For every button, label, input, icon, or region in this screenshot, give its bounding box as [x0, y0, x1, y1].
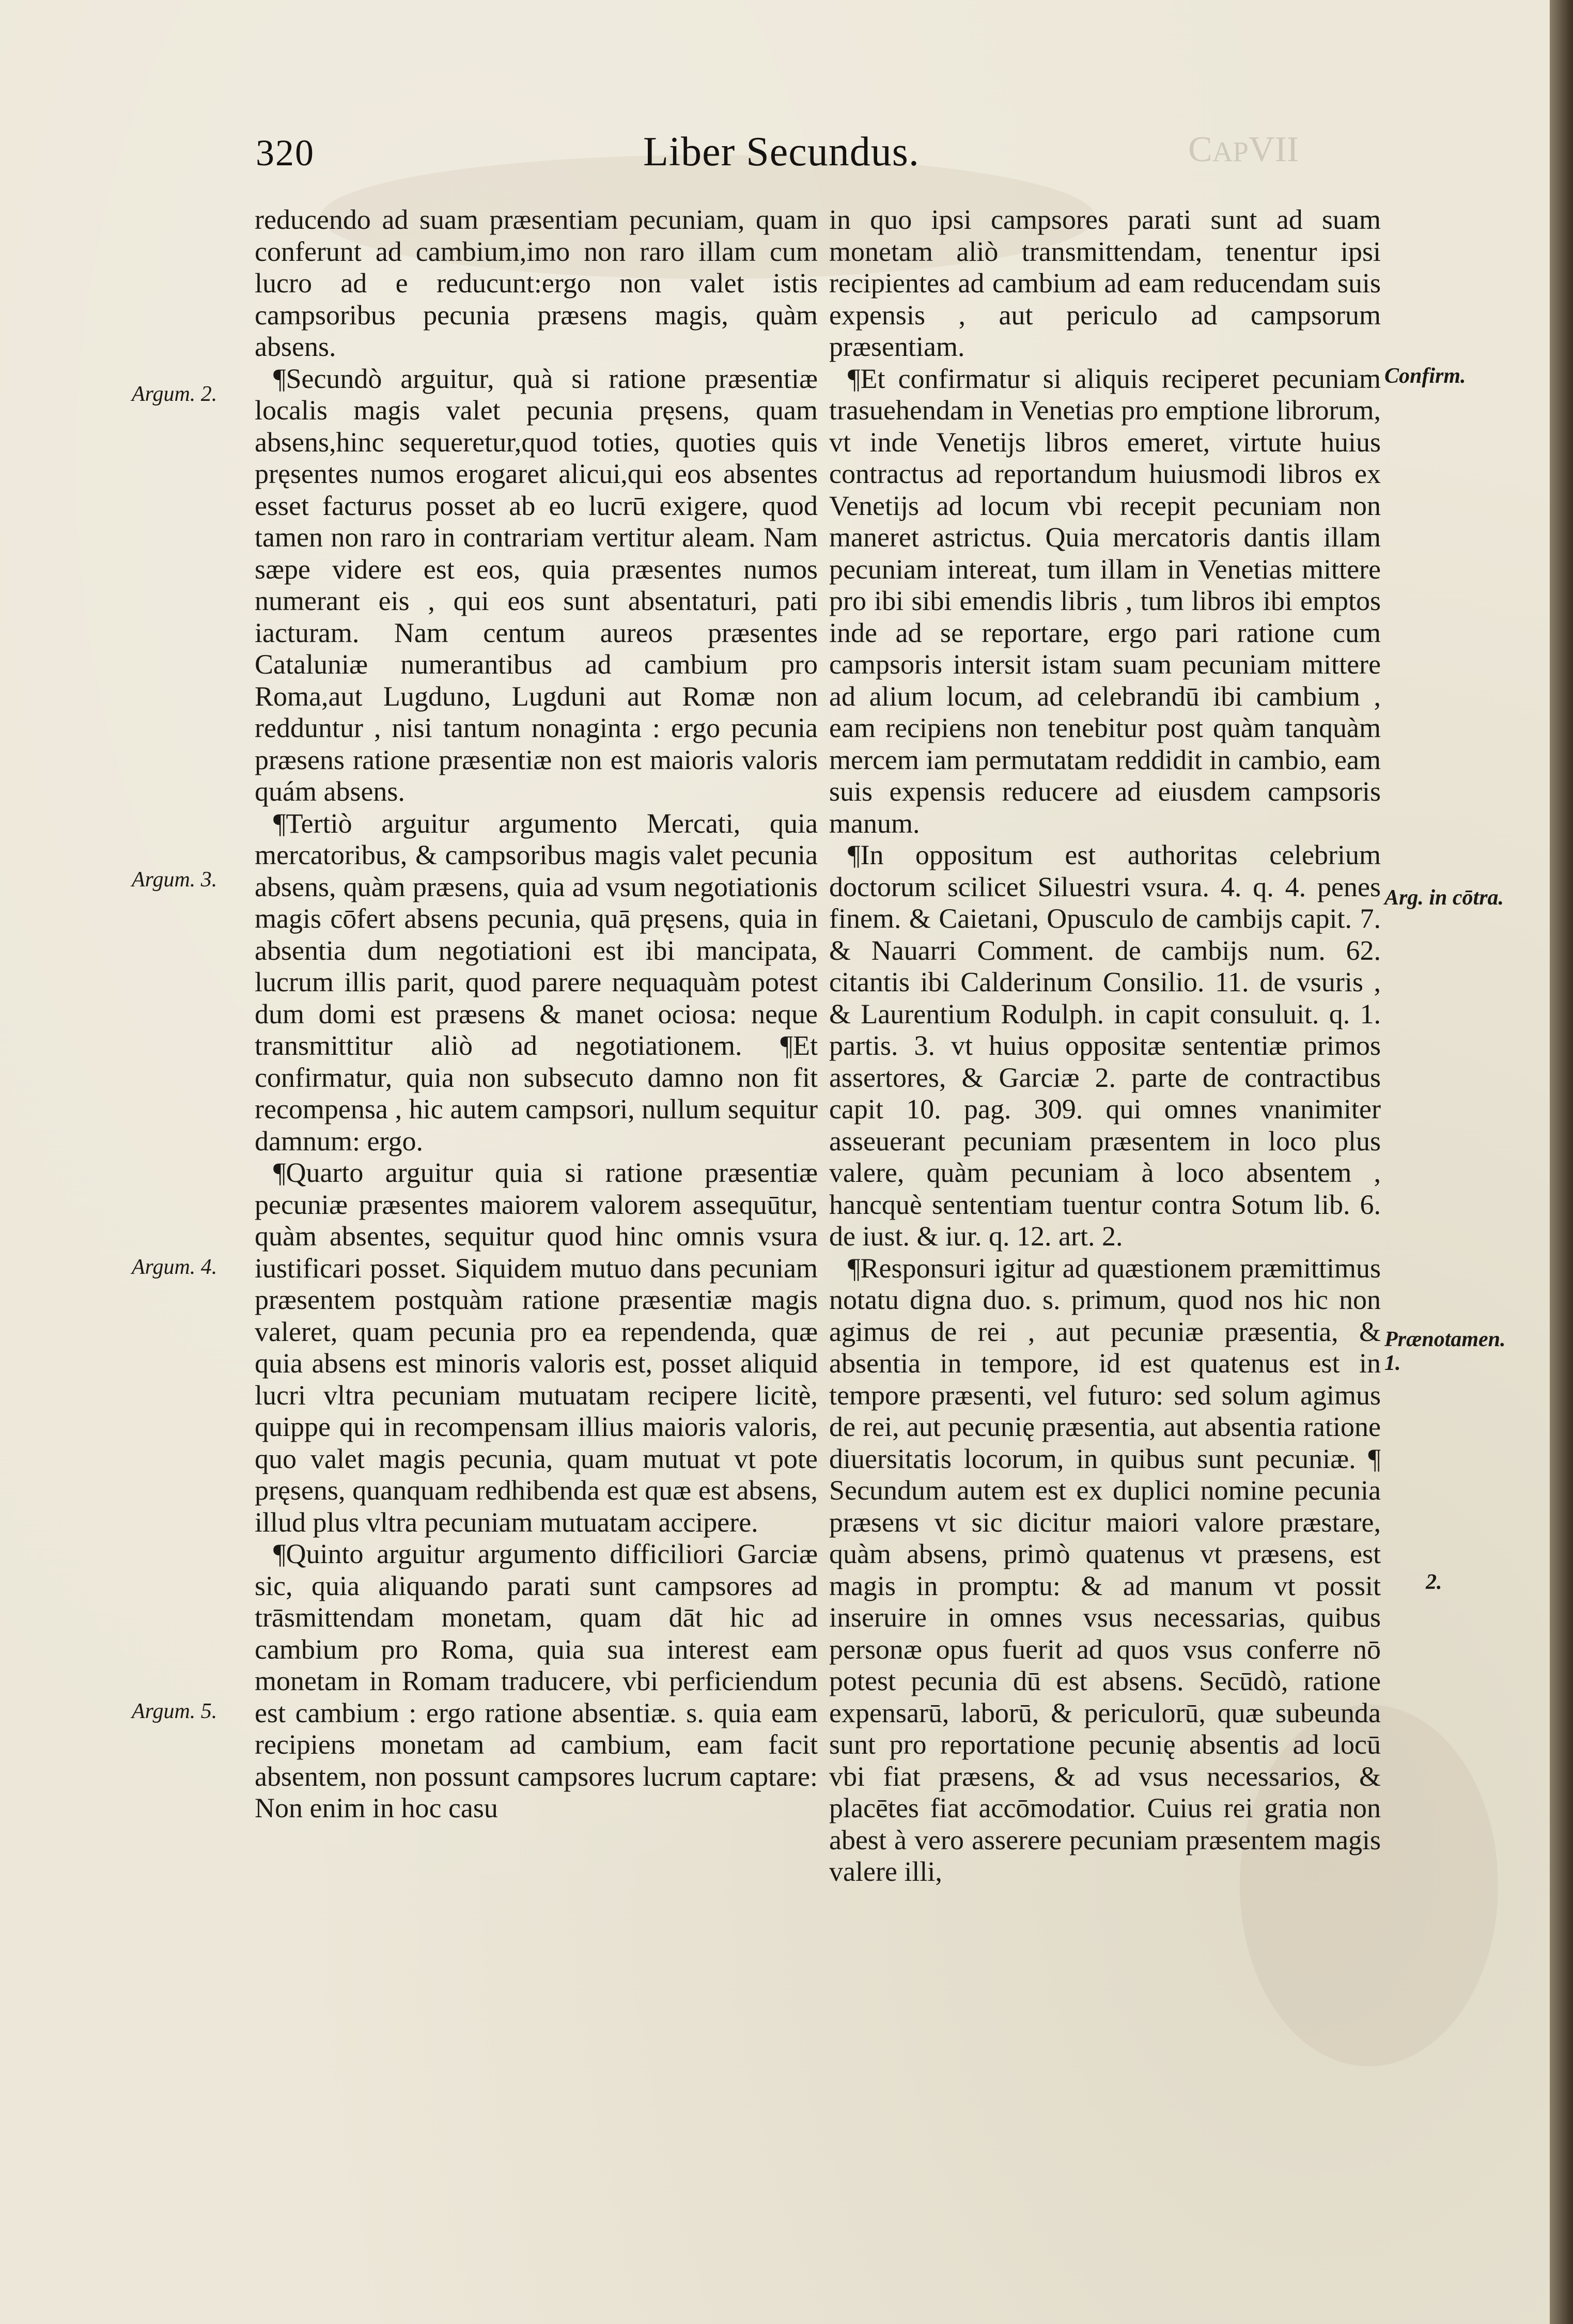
- paragraph: ¶Responsuri igitur ad quæstionem præmittimus notatu digna duo. s. primum, quod nos hic non agimus de rei , aut pecuniæ præsentia, & absentia in tempore, id est quatenus est in tempore præsenti, vel futuro: sed solum agimus de rei, aut pecunię præsentia, aut absentia ratione diuersitatis locorum, in quibus sunt pecuniæ. ¶ Secundum autem est ex duplici nomine pecunia præsens vt sic dicitur maiori valore præstare, quàm absens, primò quatenus vt præsens, est magis in promptu: & ad manum vt possit inseruire in omnes vsus necessarias, quibus personæ opus fuerit ad quos vsus conferre nō potest pecunia dū est absens. Secūdò, ratione expensarū, laborū, & periculorū, quæ subeunda sunt pro reportatione pecunię absentis ad locū vbi fiat præsens, & ad vsus necessarios, & placētes fiat accōmodatior. Cuius rei gratia non abest à vero asserere pecuniam præsentem magis valere illi,: [829, 1252, 1381, 1887]
- paragraph: ¶Tertiò arguitur argumento Mercati, quia mercatoribus, & campsoribus magis valet pecunia absens, quàm præsens, quia ad vsum negotiationis magis cōfert absens pecunia, quā pręsens, quia in absentia dum negotiationi est ibi mancipata, lucrum illis parit, quod parere nequaquàm potest dum domi est præsens & manet ociosa: neque transmittitur aliò ad negotiationem. ¶Et confirmatur, quia non subsecuto damno non fit recompensa , hic autem campsori, nullum sequitur damnum: ergo.: [255, 807, 818, 1157]
- margin-note: Argum. 4.: [132, 1255, 217, 1279]
- running-title: Liber Secundus.: [643, 129, 920, 175]
- paragraph: ¶Et confirmatur si aliquis reciperet pecuniam trasuehendam in Venetias pro emptione librorum, vt inde Venetijs libros emeret, virtute huius contractus ad reportandum huiusmodi libros ex Venetijs ad locum vbi recepit pecuniam non maneret astrictus. Quia mercatoris dantis illam pecuniam intereat, tum illam in Venetias mittere pro ibi sibi emendis libris , tum libros ibi emptos inde ad se reportare, ergo pari ratione cum campsoris intersit istam suam pecuniam mittere ad alium locum, ad celebrandū ibi cambium , eam recipiens non tenebitur post quàm tanquàm mercem iam permutatam reddidit in cambio, eam suis expensis reducere ad eiusdem campsoris manum.: [829, 363, 1381, 839]
- left-column: [255, 204, 818, 1824]
- margin-note: Argum. 5.: [132, 1699, 217, 1723]
- margin-note: Confirm.: [1384, 364, 1466, 388]
- margin-note: 2.: [1426, 1570, 1442, 1594]
- paragraph: ¶In oppositum est authoritas celebrium doctorum scilicet Siluestri vsura. 4. q. 4. penes finem. & Caietani, Opusculo de cambijs capit. 7. & Nauarri Comment. de cambijs num. 62. citantis ibi Calderinum Consilio. 11. de vsuris , & Laurentium Rodulph. in capit consuluit. q. 1. partis. 3. vt huius oppositæ sententiæ primos assertores, & Garciæ 2. parte de contractibus capit 10. pag. 309. qui omnes vnanimiter asseuerant pecuniam præsentem in loco plus valere, quàm pecuniam à loco absentem , hancquè sententiam tuentur contra Sotum lib. 6. de iust. & iur. q. 12. art. 2.: [829, 839, 1381, 1252]
- paragraph: ¶Quarto arguitur quia si ratione præsentiæ pecuniæ præsentes maiorem valorem assequūtur, quàm absentes, sequitur quod hinc omnis vsura iustificari posset. Siquidem mutuo dans pecuniam præsentem postquàm ratione præsentiæ magis valeret, quam pecunia pro ea rependenda, quæ quia absens est minoris valoris est, posset aliquid lucri vltra pecuniam mutuatam recipere licitè, quippe qui in recompensam illius maioris valoris, quo valet magis pecunia, quam mutuat vt pote pręsens, quanquam redhibenda est quæ est absens, illud plus vltra pecuniam mutuatam accipere.: [255, 1157, 818, 1538]
- margin-note: Argum. 3.: [132, 868, 217, 892]
- paragraph: ¶Quinto arguitur argumento difficiliori Garciæ sic, quia aliquando parati sunt campsores ad trāsmittendam monetam, quam dāt hic ad cambium pro Roma, quia sua interest eam monetam in Romam traducere, vbi perficiendum est cambium : ergo ratione absentiæ. s. quia eam recipiens monetam ad cambium, eam facit absentem, non possunt campsores lucrum captare: Non enim in hoc casu: [255, 1538, 818, 1823]
- paragraph: in quo ipsi campsores parati sunt ad suam monetam aliò transmittendam, tenentur ipsi recipientes ad cambium ad eam reducendam suis expensis , aut periculo ad campsorum præsentiam.: [829, 204, 1381, 362]
- paragraph: ¶Secundò arguitur, quà si ratione præsentiæ localis magis valet pecunia pręsens, quam absens,hinc sequeretur,quod toties, quoties quis pręsentes numos erogaret alicui,qui eos absentes esset facturus posset ab eo lucrū exigere, quod tamen non raro in contrariam vertitur aleam. Nam sæpe videre est eos, quia præsentes numos numerant eis , qui eos sunt absentaturi, pati iacturam. Nam centum aureos præsentes Cataluniæ numerantibus ad cambium pro Roma,aut Lugduno, Lugduni aut Romæ non redduntur , nisi tantum nonaginta : ergo pecunia præsens ratione præsentiæ non est maioris valoris quám absens.: [255, 363, 818, 807]
- page-number: 320: [256, 132, 315, 174]
- margin-note: Arg. in cōtra.: [1384, 886, 1504, 910]
- page-header: [256, 129, 927, 194]
- bleed-through-text: CAPVII: [1188, 130, 1299, 169]
- right-column: [829, 204, 1381, 1888]
- paragraph: reducendo ad suam præsentiam pecuniam, quam conferunt ad cambium,imo non raro illam cum lucro ad e reducunt:ergo non valet istis campsoribus pecunia præsens magis, quàm absens.: [255, 204, 818, 362]
- margin-note: Prænotamen. 1.: [1384, 1328, 1506, 1375]
- book-spine-edge: [1550, 0, 1573, 2324]
- margin-note: Argum. 2.: [132, 382, 217, 406]
